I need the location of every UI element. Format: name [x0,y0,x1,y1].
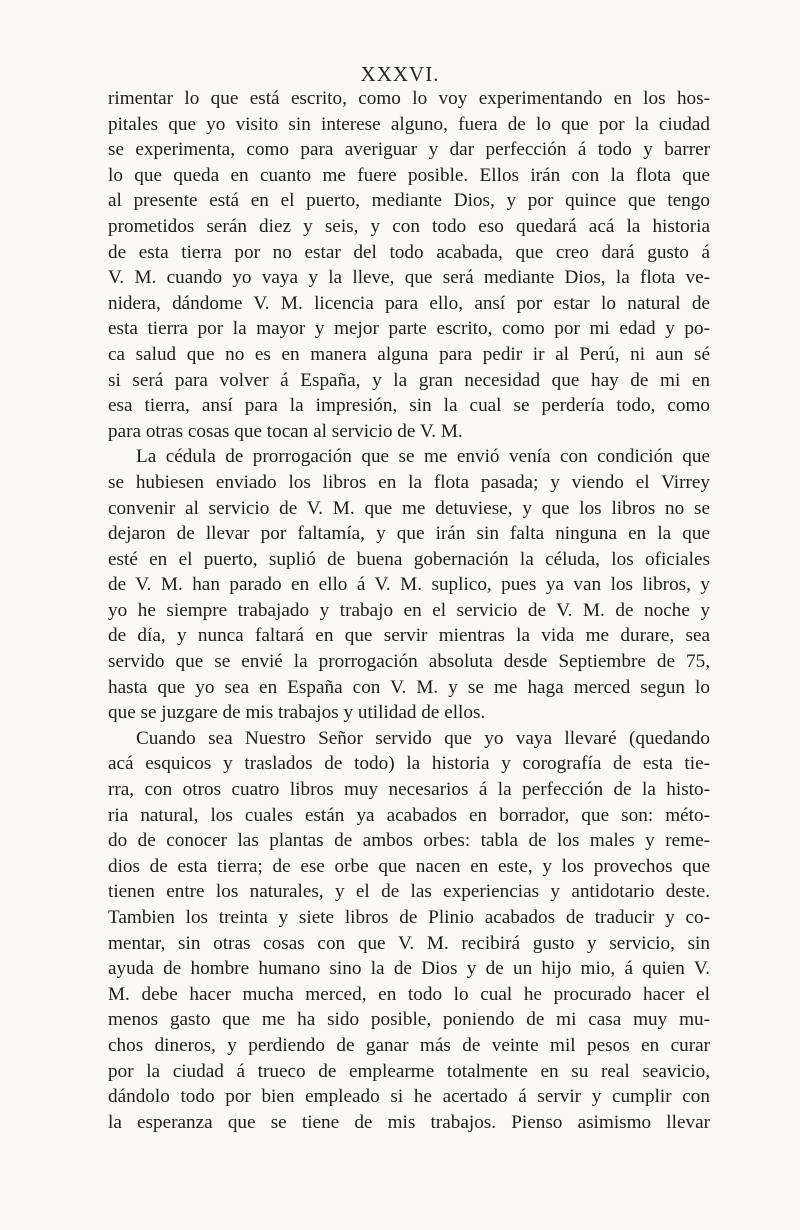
text-line: Cuando sea Nuestro Señor servido que yo vaya llevaré (quedando [136,727,710,749]
text-line: dándolo todo por bien empleado si he acertado á servir y cumplir con [108,1086,710,1108]
text-line: do de conocer las plantas de ambos orbes: tabla de los males y reme- [108,830,710,852]
text-line: se experimenta, como para averiguar y dar perfección á todo y barrer [108,139,710,161]
text-line: rra, con otros cuatro libros muy necesarios á la perfección de la histo- [108,779,710,801]
text-line: ca salud que no es en manera alguna para pedir ir al Perú, ni aun sé [108,343,710,365]
text-line: convenir al servicio de V. M. que me detuviese, y que los libros no se [108,497,710,519]
text-line: ria natural, los cuales están ya acabados en borrador, que son: méto- [108,804,710,826]
text-line: lo que queda en cuanto me fuere posible. Ellos irán con la flota que [108,164,710,186]
text-line: al presente está en el puerto, mediante Dios, y por quince que tengo [108,190,710,212]
text-line: chos dineros, y perdiendo de ganar más de veinte mil pesos en curar [108,1034,710,1056]
text-line: dejaron de llevar por faltamía, y que irán sin falta ninguna en la que [108,523,710,545]
text-line: Tambien los treinta y siete libros de Plinio acabados de traducir y co- [108,907,710,928]
text-line: que se juzgare de mis trabajos y utilidad de ellos. [108,702,486,724]
text-line: yo he siempre trabajado y trabajo en el servicio de V. M. de noche y [108,599,710,621]
body-text [108,86,710,1135]
text-line: esa tierra, ansí para la impresión, sin la cual se perdería todo, como [108,395,710,417]
text-line: por la ciudad á trueco de emplearme totalmente en su real seavicio, [108,1060,710,1082]
text-line: para otras cosas que tocan al servicio de V. M. [108,420,463,442]
text-line: M. debe hacer mucha merced, en todo lo cual he procurado hacer el [108,983,710,1005]
text-line: prometidos serán diez y seis, y con todo eso quedará acá la historia [108,215,710,237]
text-line: de V. M. han parado en ello á V. M. suplico, pues ya van los libros, y [108,574,710,596]
text-line: servido que se envié la prorrogación absoluta desde Septiembre de 75, [108,651,710,673]
text-line: pitales que yo visito sin interese alguno, fuera de lo que por la ciudad [108,113,710,135]
text-line: menos gasto que me ha sido posible, poniendo de mi casa muy mu- [108,1009,710,1031]
text-line: esta tierra por la mayor y mejor parte escrito, como por mi edad y po- [108,318,710,340]
text-line: la esperanza que se tiene de mis trabajos. Pienso asimismo llevar [108,1111,710,1133]
text-line: esté en el puerto, suplió de buena gobernación la céluda, los oficiales [108,548,710,570]
text-line: si será para volver á España, y la gran necesidad que hay de mi en [108,369,710,391]
text-line: dios de esta tierra; de ese orbe que nacen en este, y los provechos que [108,855,710,877]
text-line: de día, y nunca faltará en que servir mientras la vida me durare, sea [108,625,710,647]
text-line: hasta que yo sea en España con V. M. y se me haga merced segun lo [108,676,710,698]
text-line: nidera, dándome V. M. licencia para ello, ansí por estar lo natural de [108,292,710,314]
text-line: mentar, sin otras cosas con que V. M. recibirá gusto y servicio, sin [108,932,710,954]
text-line: ayuda de hombre humano sino la de Dios y de un hijo mio, á quien V. [108,958,710,980]
text-line: La cédula de prorrogación que se me envió venía con condición que [136,446,710,468]
text-line: se hubiesen enviado los libros en la flota pasada; y viendo el Virrey [108,471,710,493]
text-line: rimentar lo que está escrito, como lo voy experimentando en los hos- [108,88,710,109]
text-line: V. M. cuando yo vaya y la lleve, que será mediante Dios, la flota ve- [108,267,710,289]
page-folio: XXXVI. [360,62,440,86]
text-line: acá esquicos y traslados de todo) la historia y corografía de esta tie- [108,753,710,775]
text-line: de esta tierra por no estar del todo acabada, que creo dará gusto á [108,241,710,263]
text-line: tienen entre los naturales, y el de las experiencias y antidotario deste. [108,881,710,903]
